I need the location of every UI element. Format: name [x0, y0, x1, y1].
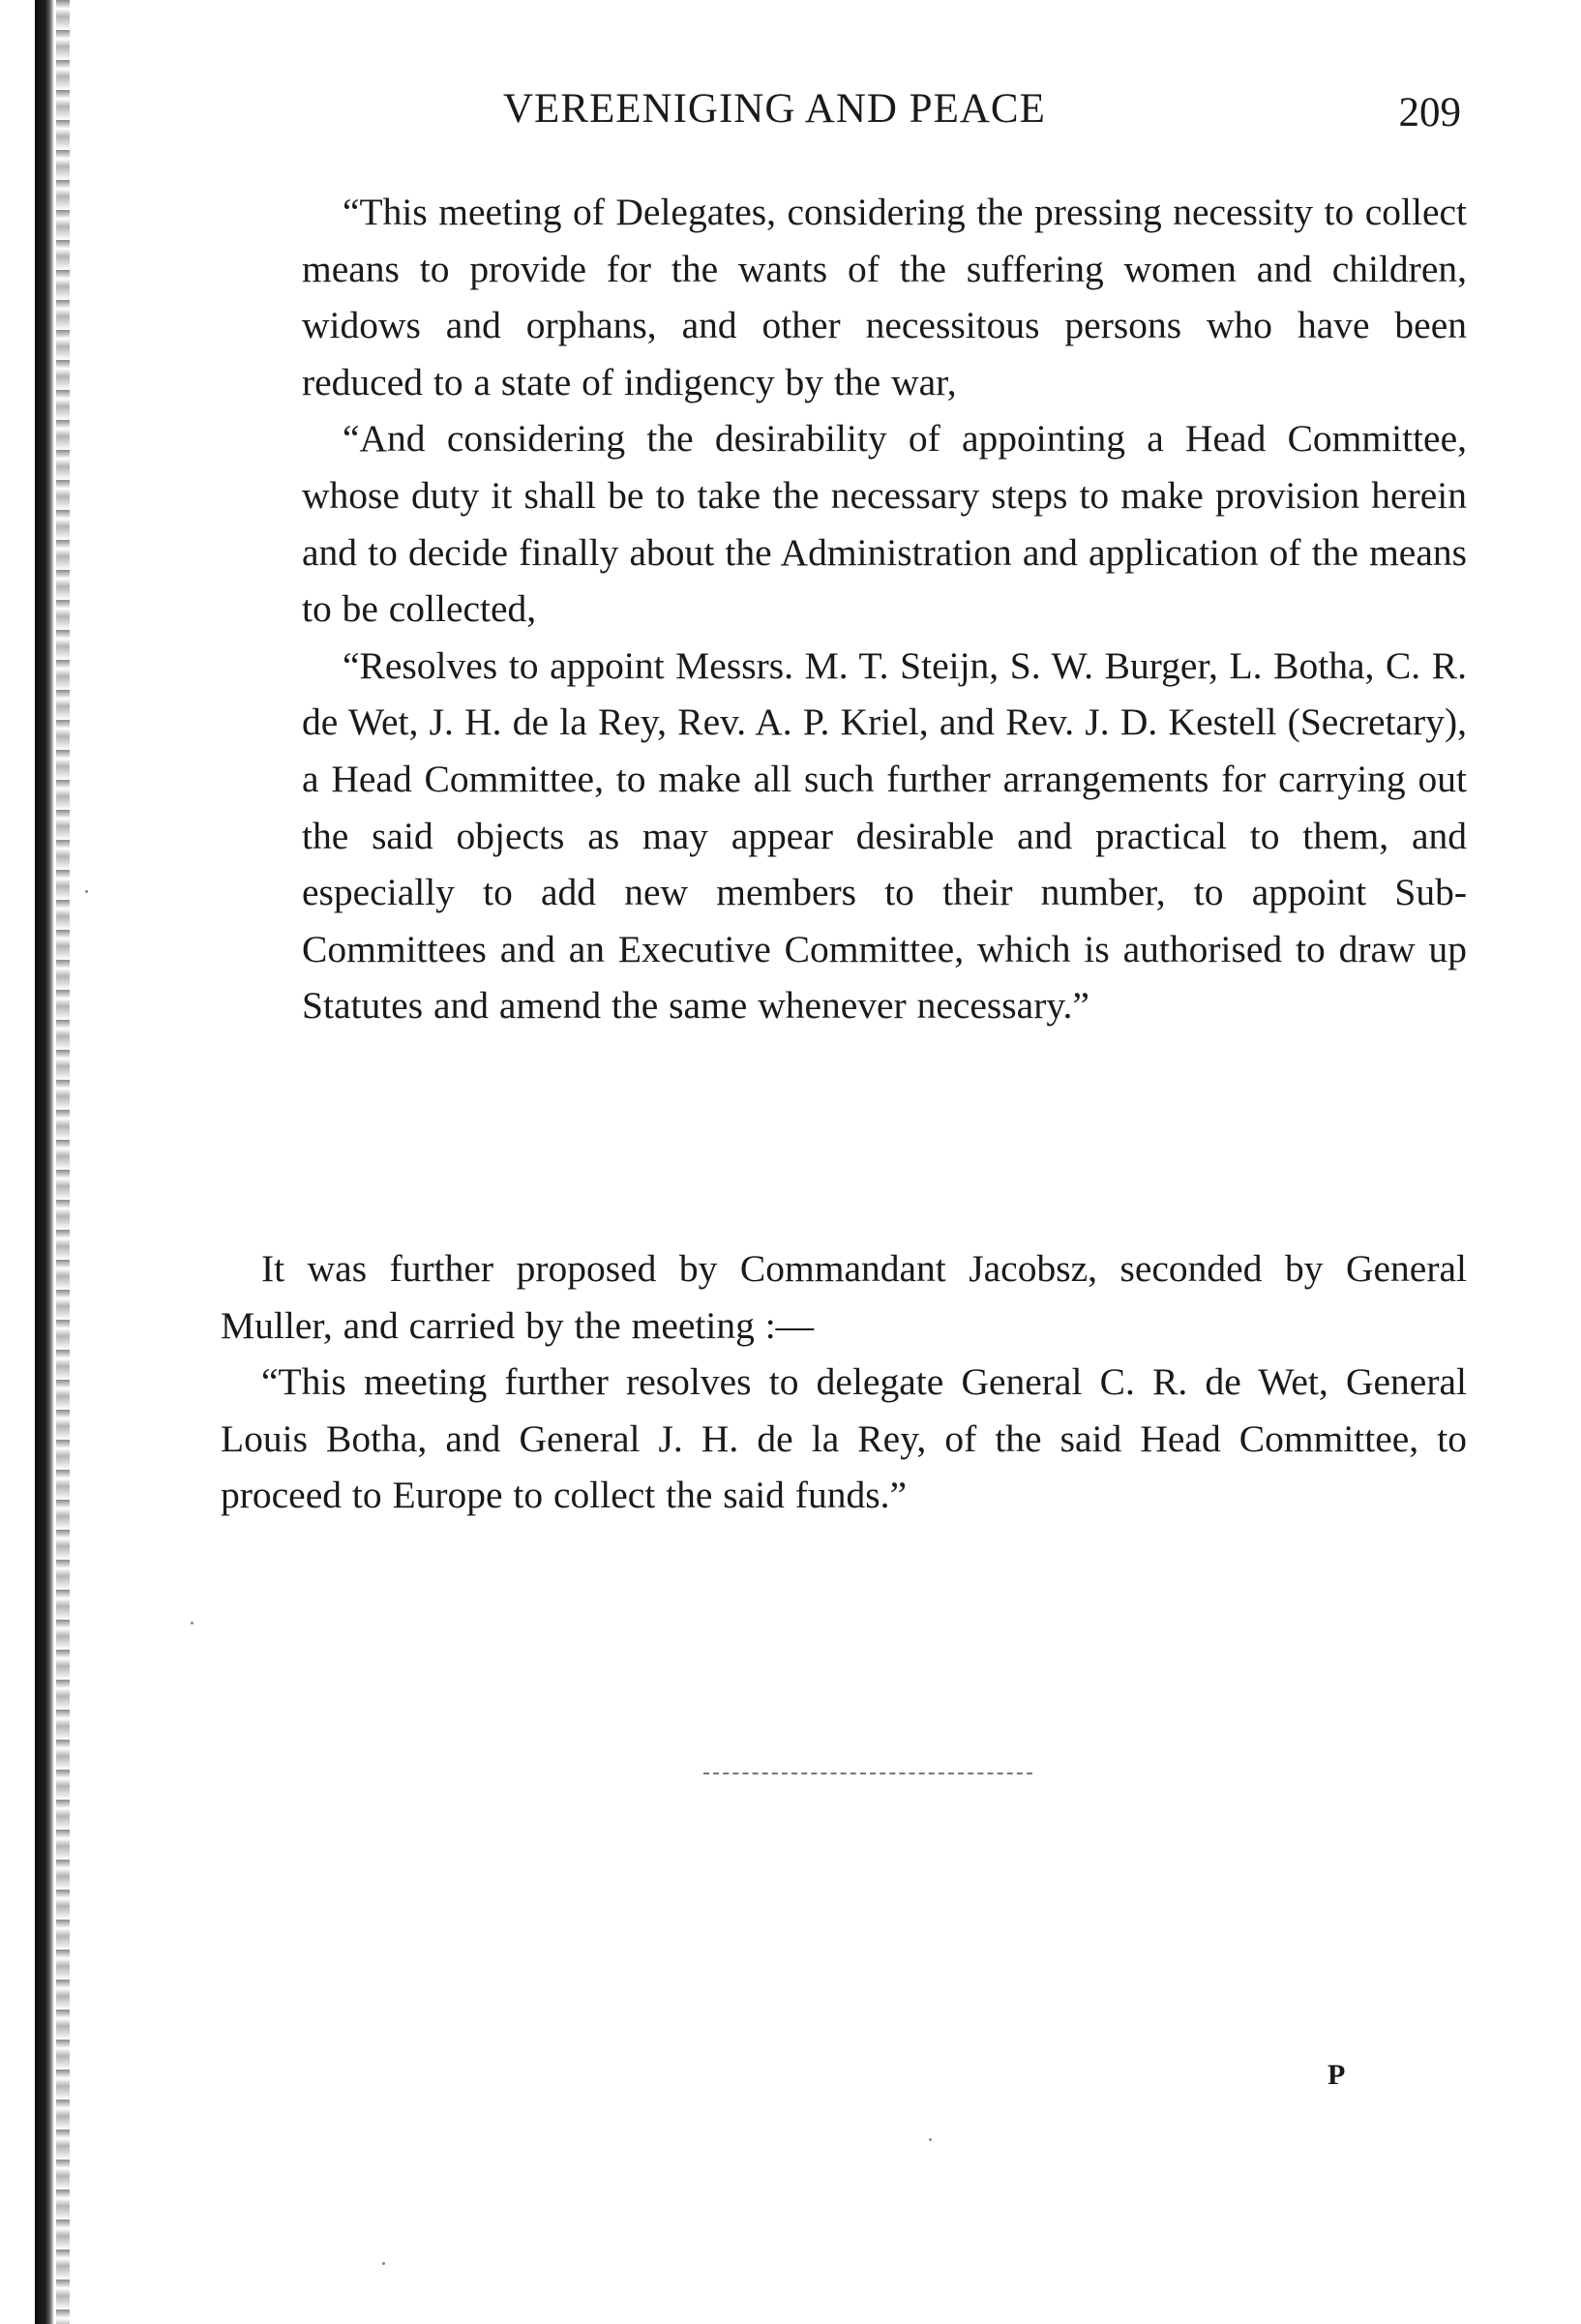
quote-paragraph: “This meeting of Delegates, considering the pressing necessity to collect means to provide for the wants of the suffering women and children, widows and orphans, and other necessitous persons who have been reduced to a state of indigency by the war,	[302, 191, 1467, 403]
binding-texture	[56, 0, 70, 2324]
body-paragraph: “This meeting further resolves to delegate General C. R. de Wet, General Louis Botha, and General J. H. de la Rey, of the said Head Committee, to proceed to Europe to collect the said funds.”	[221, 1360, 1467, 1517]
body-paragraph: It was further proposed by Commandant Jacobsz, seconded by General Muller, and carried by the meeting :—	[221, 1247, 1467, 1347]
quote-paragraph: “Resolves to appoint Messrs. M. T. Steijn, S. W. Burger, L. Botha, C. R. de Wet, J. H. de la Rey, Rev. A. P. Kriel, and Rev. J. D. Kestell (Secretary), a Head Committee, to make all such further arrangements for carrying out the said objects as may appear desirable and practical to them, and especially to add new members to their number, to appoint Sub-Committees and an Executive Committee, which is authorised to draw up Statutes and amend the same whenever necessary.”	[302, 643, 1467, 1028]
scan-speck	[382, 2262, 385, 2265]
signature-mark: P	[1327, 2059, 1346, 2091]
section-end-rule	[703, 1773, 1032, 1774]
body-text-block	[221, 1240, 1467, 1524]
resolution-quote-block	[302, 184, 1467, 1034]
quote-paragraph: “And considering the desirability of appointing a Head Committee, whose duty it shall be to take the necessary steps to make provision herein and to decide finally about the Administration and application of the means to be collected,	[302, 417, 1467, 631]
scan-speck	[929, 2138, 932, 2141]
scan-speck	[85, 890, 88, 893]
running-head-title: VEREENIGING AND PEACE	[503, 86, 1046, 132]
running-head	[194, 85, 1461, 143]
page-number: 209	[1398, 90, 1461, 135]
scan-speck	[191, 1622, 194, 1624]
binding-shadow	[35, 0, 54, 2324]
